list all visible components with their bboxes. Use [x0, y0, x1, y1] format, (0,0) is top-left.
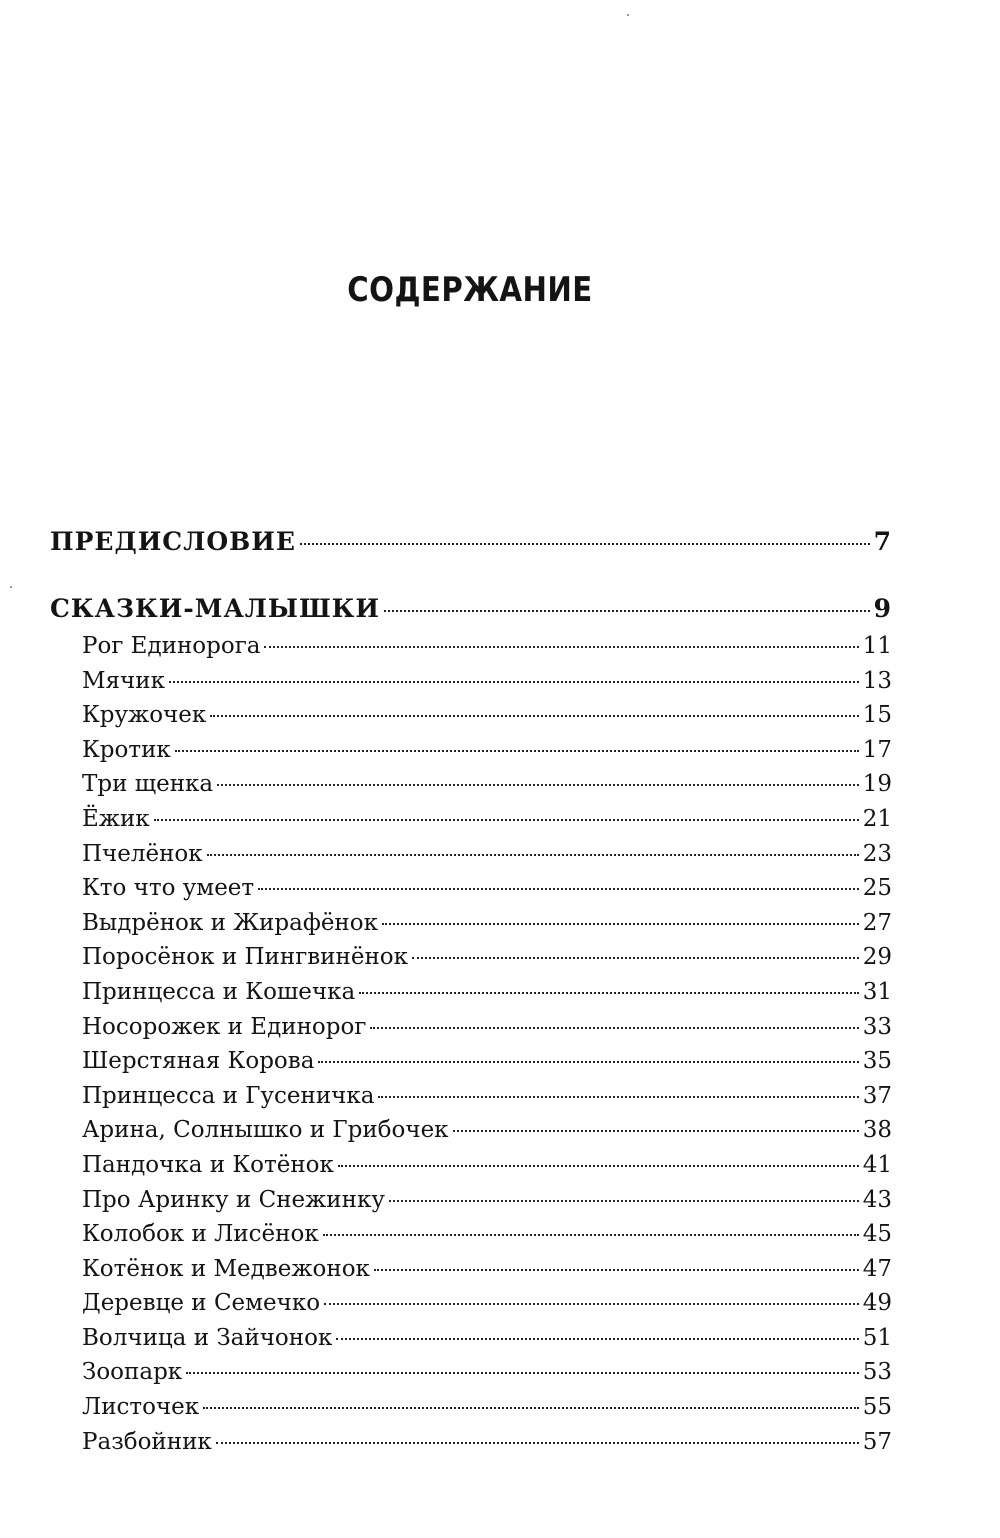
- toc-entry-title: Кто что умеет: [82, 875, 255, 902]
- dot-leader: [324, 1303, 859, 1305]
- toc-entry[interactable]: [50, 1044, 892, 1079]
- toc-page-number: 57: [862, 1428, 892, 1455]
- toc-entry-title: Ёжик: [82, 805, 150, 832]
- dot-leader: [323, 1234, 859, 1236]
- toc-entry[interactable]: [50, 975, 892, 1010]
- toc-entry[interactable]: [50, 1286, 892, 1321]
- dot-leader: [210, 715, 858, 717]
- toc-entry[interactable]: [50, 698, 892, 733]
- toc-entry[interactable]: [50, 1010, 892, 1045]
- toc-entry-title: Пчелёнок: [82, 840, 203, 867]
- toc-entry[interactable]: [50, 1355, 892, 1390]
- toc-entry-title: Зоопарк: [82, 1359, 183, 1386]
- toc-page-number: 47: [862, 1255, 892, 1282]
- toc-entry-title: Кружочек: [82, 702, 207, 729]
- toc-entry-title: Листочек: [82, 1394, 200, 1421]
- toc-entry-title: Мячик: [82, 667, 165, 694]
- dot-leader: [258, 888, 859, 890]
- dot-leader: [378, 1096, 858, 1098]
- dot-leader: [374, 1269, 859, 1271]
- toc-page-number: 7: [873, 527, 892, 556]
- toc-entry[interactable]: [50, 1252, 892, 1287]
- toc-entry[interactable]: [50, 629, 892, 664]
- toc-section-entry[interactable]: [50, 589, 892, 629]
- toc-entry-title: Разбойник: [82, 1428, 212, 1455]
- toc-entry[interactable]: [50, 767, 892, 802]
- toc-entry-title: Волчица и Зайчонок: [82, 1324, 333, 1351]
- toc-entry[interactable]: [50, 1217, 892, 1252]
- toc-page-number: 49: [862, 1290, 892, 1317]
- toc-entry[interactable]: [50, 802, 892, 837]
- dot-leader: [169, 681, 859, 683]
- toc-entry[interactable]: [50, 1390, 892, 1425]
- toc-page-number: 45: [862, 1221, 892, 1248]
- toc-page-number: 25: [862, 875, 892, 902]
- toc-page-number: 37: [862, 1082, 892, 1109]
- page-title: СОДЕРЖАНИЕ: [347, 270, 593, 310]
- toc-entry-title: Кротик: [82, 736, 171, 763]
- toc-entry-title: Колобок и Лисёнок: [82, 1221, 319, 1248]
- toc-page-number: 19: [862, 771, 892, 798]
- toc-section-entry[interactable]: [50, 522, 892, 562]
- dot-leader: [300, 543, 870, 545]
- toc-entry-title: Три щенка: [82, 771, 214, 798]
- toc-page-number: 33: [862, 1013, 892, 1040]
- toc-page-number: 27: [862, 909, 892, 936]
- dot-leader: [264, 646, 858, 648]
- toc-page-number: 51: [862, 1324, 892, 1351]
- toc-page-number: 38: [862, 1117, 892, 1144]
- toc-page-number: 13: [862, 667, 892, 694]
- dot-leader: [154, 819, 859, 821]
- dot-leader: [186, 1372, 859, 1374]
- toc-entry[interactable]: [50, 1079, 892, 1114]
- dot-leader: [318, 1061, 858, 1063]
- dot-leader: [412, 957, 859, 959]
- dot-leader: [384, 610, 870, 612]
- toc-entry[interactable]: [50, 940, 892, 975]
- toc-page-number: 41: [862, 1151, 892, 1178]
- toc-entry[interactable]: [50, 733, 892, 768]
- toc-entry-title: Рог Единорога: [82, 633, 261, 659]
- print-speck: [627, 14, 629, 16]
- toc-entry[interactable]: [50, 1321, 892, 1356]
- toc-entry-title: Арина, Солнышко и Грибочек: [82, 1117, 449, 1144]
- dot-leader: [453, 1130, 859, 1132]
- toc-page-number: 43: [862, 1186, 892, 1213]
- toc-entry-title: Носорожек и Единорог: [82, 1013, 367, 1040]
- toc-entry[interactable]: [50, 906, 892, 941]
- toc-page-number: 55: [862, 1394, 892, 1421]
- toc-page-number: 21: [862, 805, 892, 832]
- toc-entry[interactable]: [50, 871, 892, 906]
- toc-entry-title: Пандочка и Котёнок: [82, 1151, 334, 1178]
- dot-leader: [389, 1200, 859, 1202]
- toc-entry-title: Принцесса и Гусеничка: [82, 1082, 375, 1109]
- toc-entry-title: СКАЗКИ-МАЛЫШКИ: [50, 594, 381, 623]
- toc-entry[interactable]: [50, 1148, 892, 1183]
- toc-entry-title: Деревце и Семечко: [82, 1290, 321, 1317]
- dot-leader: [336, 1338, 858, 1340]
- toc-page-number: 53: [862, 1359, 892, 1386]
- toc-entry-title: Шерстяная Корова: [82, 1048, 315, 1075]
- toc-entry[interactable]: [50, 837, 892, 872]
- dot-leader: [338, 1165, 859, 1167]
- toc-page-number: 15: [862, 702, 892, 729]
- dot-leader: [382, 923, 859, 925]
- toc-page-number: 11: [862, 633, 892, 659]
- dot-leader: [217, 784, 859, 786]
- toc-entry[interactable]: [50, 664, 892, 699]
- table-of-contents: [50, 522, 892, 1459]
- toc-entry[interactable]: [50, 1425, 892, 1460]
- toc-page-number: 35: [862, 1048, 892, 1075]
- dot-leader: [175, 750, 859, 752]
- toc-entry[interactable]: [50, 1183, 892, 1218]
- toc-entry-title: ПРЕДИСЛОВИЕ: [50, 527, 296, 556]
- dot-leader: [216, 1442, 859, 1444]
- print-speck: [10, 586, 12, 588]
- toc-entry-title: Принцесса и Кошечка: [82, 978, 356, 1005]
- toc-entry-title: Про Аринку и Снежинку: [82, 1186, 385, 1213]
- dot-leader: [370, 1027, 858, 1029]
- dot-leader: [207, 854, 859, 856]
- toc-page-number: 9: [873, 594, 892, 623]
- toc-page-number: 23: [862, 840, 892, 867]
- toc-entry-title: Поросёнок и Пингвинёнок: [82, 944, 409, 971]
- toc-page-number: 29: [862, 944, 892, 971]
- toc-entry-title: Котёнок и Медвежонок: [82, 1255, 370, 1282]
- toc-entry-title: Выдрёнок и Жирафёнок: [82, 909, 378, 936]
- dot-leader: [203, 1407, 859, 1409]
- toc-page-number: 17: [862, 736, 892, 763]
- toc-entry[interactable]: [50, 1113, 892, 1148]
- toc-page-number: 31: [862, 978, 892, 1005]
- dot-leader: [359, 992, 859, 994]
